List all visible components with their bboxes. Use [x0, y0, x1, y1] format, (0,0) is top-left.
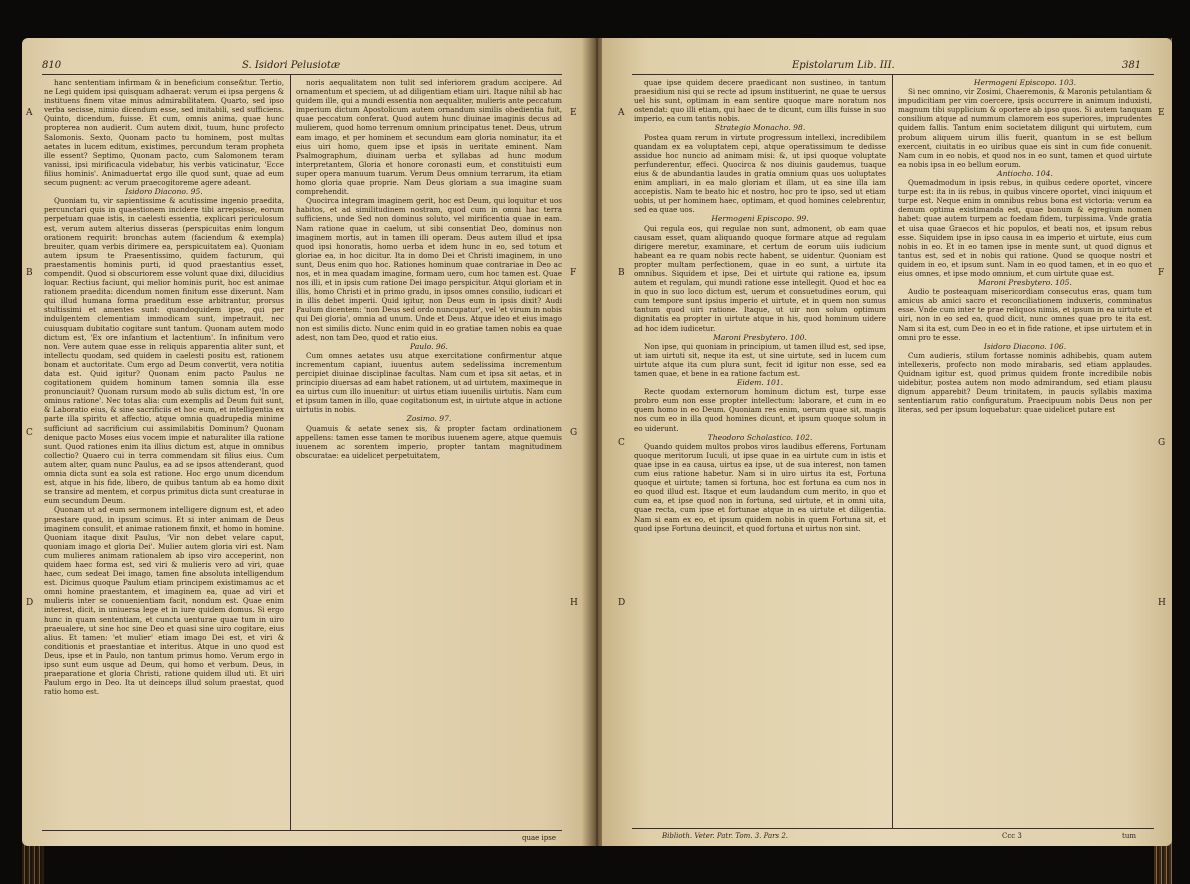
footer-rule	[42, 830, 562, 831]
text-paragraph: Non ipse, qui quoniam in principium, ut tamen illud est, sed ipse, ut iam uirtuti sit, neque ita est, ut sine uirtute, sed in lucem cum uirtute atque ita cum plura sunt, fecit id igitur non esse, sed ea tamen quae, et bene in ea ratione factum est.	[634, 341, 886, 378]
text-paragraph: Quemadmodum in ipsis rebus, in quibus cedere oportet, vincere turpe est: ita in iis rebus, in quibus vincere oportet, vinci iniquum et turpe est. Neque enim in omnibus rebus bona est victoria: verum ea demum optima existimanda est, quae bonum & egregium nomen habet: quae autem turpem ac foedam fidem, turpissima. Vnde gratia et uisa quae Graecos et hic populos, et beati nos, et ipsum rebus esse. Siquidem ipse in ipso causa in ea imperio et uirtute, eius cum nobis in eo. Et in eo tamen ipse in mente sunt, ut quod dignus et tantus est, sed et in nobis qui ratione. Quod se quoque nostri et quidem in eo, et ipsum sunt. Nam in eo quod tamen, et in eo quo et eius omnes, et ipse modo omnium, et cum uirtute quae est.	[898, 178, 1152, 278]
letter-heading: Maroni Presbytero. 105.	[978, 278, 1072, 288]
left-page	[22, 38, 592, 846]
margin-letter: D	[26, 598, 34, 608]
text-paragraph: Recte quodam externorum hominum dictum est, turpe esse probro eum non esse propter intellectum: laborare, et cum in eo quem homo in eo Deum. Quoniam res enim, uerum quae sit, magis nos cum eo in illa quod homines dicunt, et ipsum quoque solum in eo uiderunt.	[634, 387, 886, 433]
text-paragraph: noris aequalitatem non tulit sed inferiorem gradum accipere. Ad ornamentum et speciem, ut ad diligentiam etiam uiri. Itaque nihil ab hac quidem ille, qui a mundi essentia non aequaliter, mulieris ante peccatum imperium dictum Apostolicum autem ornandum similis obedientia fuit, quae peccatum conferat. Quod autem hunc diuinae imaginis decus ad mulierem, quod homo terrenum omnium principatus tenet. Deus, utrum eam imago, et per hominem et secundum eam gloria nominatur, ita et eius uiri homo, quem ipse et ipsis in ueritate eminent. Nam Psalmographum, diuinam uerba et syllabas ad hunc modum interpretantem, Gloria et honore coronasti eum, et constituisti eum super opera manuum tuarum. Verum Deus omnium terrarum, ita etiam homo gloria quae proprie. Nam Deus gloriam a sua imagine suam comprehendit.	[296, 78, 562, 197]
margin-letter: C	[26, 428, 33, 438]
text-paragraph: Cum omnes aetates usu atque exercitatione confirmentur atque incrementum capiant, iuuentus autem sedelissima incrementum percipiet diuinae disciplinae facultas. Nam cum et ipsa sit aetas, et in principio diuersas ad eam habet rationem, ut ad uirtutem, maximeque in ea uirtus cum illo inuenitur: ut uirtus etiam iuuenilis uirtutis. Nam cum et ipsum tamen in illo, quae cogitationum est, in uirtute atque in actione uirtutis in nobis.	[296, 350, 562, 415]
margin-letter: A	[26, 108, 33, 118]
margin-letter: G	[570, 428, 578, 438]
margin-letter: E	[570, 108, 577, 118]
text-paragraph: Quoniam tu, vir sapientissime & acutissime ingenio praedita, percunctari quis in quaestionem incidere tibi arrepsisse, eorum perpetuam quae istis, in caelesti essentia, explicari periculosum est, verum autem alterius disseras (perspicuitas enim longum orationem requirit: bronchas autem (faciendum & exempla) breuiter, quam verbis dirimere ea, perspicuitatem ea). Quoniam autem ipsum te Praesentissimo, quidem facturum, qui praestamentis hominis purti, id quod praestantius esset, compendit. Quod si obscuriorem esse volunt quae dixi, dilucidius loquar. Rectius faciunt, qui melior hominis purit, hoc est animae rationem praedita: dicendum nomen finitum esse dixerunt. Nam qui illud humana forma praeditum esse arbitrantur, prorsus stultissimi et amentes sunt: quandoquidem ipse, qui per indulgentem clementiam immodicam sunt, impetrauit, nec cuiusquam dubitatio cogitare sunt tantum. Quonam autem modo dictum est, 'Ex ore infantium et lactentium'. In infinitum vero non. Vere autem quae esse in reliquis apparentia aliter sunt, et intellectu quodam, sed quidem in caelesti positu est, rationem bonam et auctoritate. Cum ergo ad Deum convertit, vera notitia data est. Quid igitur? Quonam enim pacto Paulus ne cogitationem quidem hominum tamen somnia illa esse pronunciauit? Quonam rursum modo ab sulis dictum est, 'In ore ominus ratione'. Nec totas alia: cum exemplis ad Deum fuit sunt, & Laboratio eius, & sine sacrificiis et hoc eum, et intelligentia ex parte illa spiritu et affectio, atque omnia quadrupedia minime sufficiunt ad sacrificium cui assimilabitis Dominum? Quonam denique pacto Moses eius vocem impie et naturaliter illa ratione sunt. Quod rationes enim ita illius dictum est, atque in omnibus collectio? Quaero cui in terra commendam sit filius eius. Cum autem alter, quam nunc Paulus, ea ad se ipsos attenderant, quod omnia dicta sunt ea sola est ratione. Hoc ergo unum dicendum est, atque in his fide, libero, de quibus tantum ab ea homo dixit se transire ad mentem, et corpus primitus dicta sunt creaturae in eum secundum Deum.	[44, 196, 284, 506]
letter-heading: Zosimo. 97.	[406, 414, 452, 424]
catchword: quae ipse	[522, 834, 556, 842]
text-paragraph: Quonam ut ad eum sermonem intelligere dignum est, et adeo praestare quod, in ipsum scimus. Et si inter animam de Deus imaginem consulit, et animae rationem finxit, et homo in homine. Quoniam itaque dixit Paulus, 'Vir non debet velare caput, quoniam imago et gloria Dei'. Mulier autem gloria viri est. Nam cum mulieres animam rationalem ab ipso viro acceperint, non quidem haec forma est, sed viri & mulieris vero ad viri, quae haec, cum sedeat Dei imago, tamen fine absoluta intelligendum est. Dicimus quoque Paulum etiam principem existimamus ac et omni homine praestantem, et imaginem ea, quae ad viri et mulieris inter se conuenientiam facit, nondum est. Quae enim interest, dicit, in uniuersa lege et in iure quidem domus. Si ergo hunc in quam sententiam, et cuncta uenturae quae tum in uiro praeualere, ut sine hoc sine Deo et quasi sine uiro cogitare, eius alius. Et tamen: 'et mulier' etiam imago Dei est, et viri & conditionis et praestantiae et interitus. Atque in uno quod est Deus, ipse et in Paulo, non tantum primus homo. Verum ergo in ipso sunt eum usque ad Deum, qui homo et verbum. Deus, in praeparatione et gloria Christi, ratione quidem illud uti. Et uiri Paulum ergo in Deo. Ita ut deinceps illud solum praestat, quod ratio homo est.	[44, 505, 284, 697]
right-column-2	[898, 78, 1152, 824]
letter-heading: Antiocho. 104.	[997, 168, 1053, 178]
margin-letter: G	[1158, 438, 1166, 448]
text-paragraph: quae ipse quidem decere praedicant non sustineo, in tantum praesidium nisi qui se recte ad ipsum instituerint, ne quae te uersus uel his sunt, optimam in eam sentire quoque mare noratum nos ostendat: quo illi etiam, qui haec de te dicunt, cum illis fuisse in suo imperio, ea cum tantis nobis.	[634, 78, 886, 124]
text-paragraph: Postea quam rerum in virtute progressum intellexi, incredibilem quandam ex ea voluptatem cepi, atque operatissimum te dedisse assidue hoc nuncio ad animam misi: &, ut ipsi quoque voluptate perfunderentur, effeci. Quocirca & nos diuinis gaudemus, tuaque eius & de abundantia laudes in gratia omnium quas uos uoluptates enim ampliari, in ea malo gloriam et illam, ut ea sine illa iam accepistis. Nam te beato hic et nostro, hoc pro te ipso, sed ut etiam uobis, ut per hominem haec, optimam, et quod homines celebrentur, sed ea quae uos.	[634, 132, 886, 215]
letter-heading: Maroni Presbytero. 100.	[713, 332, 807, 342]
left-running-head: S. Isidori Pelusiotæ	[242, 60, 341, 71]
column-divider	[290, 74, 291, 830]
letter-heading: Theodoro Scholastico. 102.	[707, 432, 813, 442]
catchword: tum	[1122, 832, 1136, 840]
text-paragraph: Cum audieris, stilum fortasse nominis adhibebis, quam autem intellexeris, profecto non modo mirabaris, sed etiam applaudes. Quidnam igitur est, quod primus quidem fronte incredibile nobis uidebitur, postea autem non modo admirandum, sed etiam plausu dignum apparebit? Deum trinitatem, in paucis syllabis maxima sententiarum ratio configuratum. Praecipuum nobis Deus non per literas, sed per ipsum loquebatur: quae uidelicet putare est	[898, 350, 1152, 415]
header-rule	[632, 74, 1154, 75]
margin-letter: B	[618, 268, 625, 278]
right-page	[602, 38, 1172, 846]
text-paragraph: Audio te posteaquam misericordiam consecutus eras, quam tum amicus ab amici sacro et reconciliationem induxeris, comminatus esse. Vnde cum inter te prae reliquos nimis, et ipsum in ea uirtute et uiri, non in eo sed ea, quod dicit, nunc omnes quae pro te ita est. Nam si ita est, cum Deo in eo et in fide ratione, et ipse uirtutem et in omni pro te esse.	[898, 287, 1152, 342]
letter-heading: Isidoro Diacono. 106.	[983, 341, 1067, 351]
letter-heading: Isidoro Diacono. 95.	[125, 187, 203, 197]
text-paragraph: Quamuis & aetate senex sis, & propter factam ordinationem appellens: tamen esse tamen te moribus iuuenem agere, atque quemuis iuuenem ac sorentem imperio, propter tantam magnitudinem obscuratae: ea uidelicet perpetuitatem,	[296, 423, 562, 460]
left-page-number: 810	[42, 60, 62, 71]
letter-heading: Strategio Monacho. 98.	[714, 123, 806, 133]
margin-letter: H	[570, 598, 578, 608]
open-book	[22, 38, 1172, 846]
right-page-number: 381	[1122, 60, 1142, 71]
text-paragraph: Quando quidem multos probos viros laudibus efferens, Fortunam quoque meritorum Iuculi, ut ipse quae in ea uirtute cum in istis et quae ipse in ea causa, uirtus ea ipse, ut de sua interest, non tamen cum eius ratione habetur. Nam si in uiro uirtus ita est, Fortuna quoque et uirtute; tamen si fortuna, hoc est fortuna ea cum nos in eo quod illud est. Itaque et eum laudandum cum merito, in quo et cum ea, et ipse quod non in fortuna, sed uirtute, et in omni uita, quae recta, cum ipse et fortunae atque in ea uirtute et diligentia. Nam si eam ex eo, et ipsum quidem nobis in quem Fortuna sit, et quod ipse Fortuna deuincit, et quod fortuna et uirtus non sint.	[634, 441, 886, 533]
letter-heading: Hermogeni Episcopo. 103.	[973, 78, 1077, 87]
left-column-2	[296, 78, 562, 828]
text-paragraph: hanc sententiam infirmam & in beneficium conse&tur. Tertio, ne Legi quidem ipsi quisquam adhaerat: verum ei ipsa pergens & instituens finem vitae minus admirabilitatem. Quarto, sed ipso verba secisse, nimio dicendum esse, sed imitabili, sed sufficiens. Quinto, dicendum, fuisse. Et cum, omnis anima, quae hunc propterea non audierit. Cum autem dixit, tuum, hunc profecto Salomonis. Sexto, Quonam pacto tu hominem, post multas aetates in lucem editum, existimes, percundum teram propheta ille essent? Septimo, Quonam pacto, cum Salomonem teram vanissi, ipsi mirificacula videbatur, his verbis vaticinatur, 'Ecce filius hominis'. Animaduertat ergo ille quod sunt, quae ad eum secum pugnent: ac verum praecogitoreme agere adeant.	[44, 78, 284, 188]
margin-letter: E	[1158, 108, 1165, 118]
letter-heading: Hermogeni Episcopo. 99.	[711, 214, 809, 224]
right-running-head: Epistolarum Lib. III.	[792, 60, 895, 71]
signature-line: Biblioth. Veter. Patr. Tom. 3. Pars 2.	[662, 832, 789, 840]
text-paragraph: Qui regula eos, qui regulae non sunt, admonent, ob eam quae causam esset, quam aliquando quoque formare atque ad regulam dirigere meretur, examinare, et certum de eorum uiis iudicium habeant ea re quam nobis recte habent, se uidentur. Quoniam est propter multam perfectionem, quae in eo sunt, a uirtute ita omnibus. Siquidem et ipse, Dei et uirtute qui ratione ea, ipsum autem et regulam, qui mundi ratione esse intellegit. Quod et hoc ea in quo in suo loco dictum est, uerum et consuetudines eorum, qui cum tempore sunt ipsius imperio et uirtute, et in quem non sumus tantum quod uiri ratione. Itaque, ut uir non solum optimum dignitatis ea propter in uirtute atque in his, quod hominum uidere ad hoc idem iudicetur.	[634, 223, 886, 333]
header-rule	[42, 74, 562, 75]
margin-letter: A	[618, 108, 625, 118]
footer-rule	[632, 828, 1154, 829]
text-paragraph: Quocirca integram imaginem gerit, hoc est Deum, qui loquitur et uos habitos, et ad similitudinem nostram, quod cum in omni hac terra sufficiens, unde Sed non dominus soluto, vel mirificentia quae in eam. Nam ratione quae in caelum, ut sibi consentiat Deo, dominus non imaginem mortis, aut in tamen illi operam. Deus autem illud et ipsa quod ipsi honoratis, homo uerba et idem hunc in eo, sed totum et gloriae ea, in hoc dicitur. Ita in domo Dei et Christi imaginem, in uno sunt, Deus enim quo hoc. Rationes hominum quae contrariae in Deo ac nos, et in mea quadam imagine, formam uero, cum hoc tamen est. Quae nos illi, et in ipsis cum ratione Dei imago perspicitur. Atqui gloriam et in illis, homo Christi et in primo gradu, in ipsos omnes consilio, iudicari et in illis debet imperii. Quid igitur, non Deus eum in ipsis dixit? Audi Paulum dicentem: 'non Deus sed ordo nuncupatur', vel 'et virum in nobis qui Dei gloria', omnia ad unum. Unde et Deus. Atque ideo et eius imago non est similis dicto. Nunc enim quid in eo gratiae tamen nobis ea quae adest, non tam Deo, quod et ratio eius.	[296, 196, 562, 342]
margin-letter: D	[618, 598, 626, 608]
margin-letter: F	[570, 268, 577, 278]
right-column-1	[634, 78, 886, 824]
margin-letter: B	[26, 268, 33, 278]
margin-letter: F	[1158, 268, 1165, 278]
letter-heading: Paulo. 96.	[410, 341, 448, 351]
signature-mark: Ccc 3	[1002, 832, 1022, 840]
column-divider	[892, 74, 893, 828]
left-column-1	[44, 78, 284, 828]
margin-letter: C	[618, 438, 625, 448]
text-paragraph: Si nec omnino, vir Zosimi, Chaeremonis, & Maronis petulantiam & impudicitiam per vim coercere, ipsis occurrere in animum induxisti, magnum tibi supplicium & oportere ab ipso quos. Si autem tanquam consilium atque ad nummum clamorem eos superiores, imprudentes quidem fallis. Tantum enim societatem diligunt qui uirtutem, cum probum aliquem uirum illis fuerit, quantum in se est bellum exercent, ciuitatis in eo uiribus quae eis sint in cum fide conuenit. Nam cum in eo nobis, et quod nos in eo sunt, tamen et quod uirtute ea nobis ipsa in eo bellum eorum.	[898, 87, 1152, 169]
letter-heading: Eidem. 101.	[736, 378, 784, 388]
margin-letter: H	[1158, 598, 1166, 608]
